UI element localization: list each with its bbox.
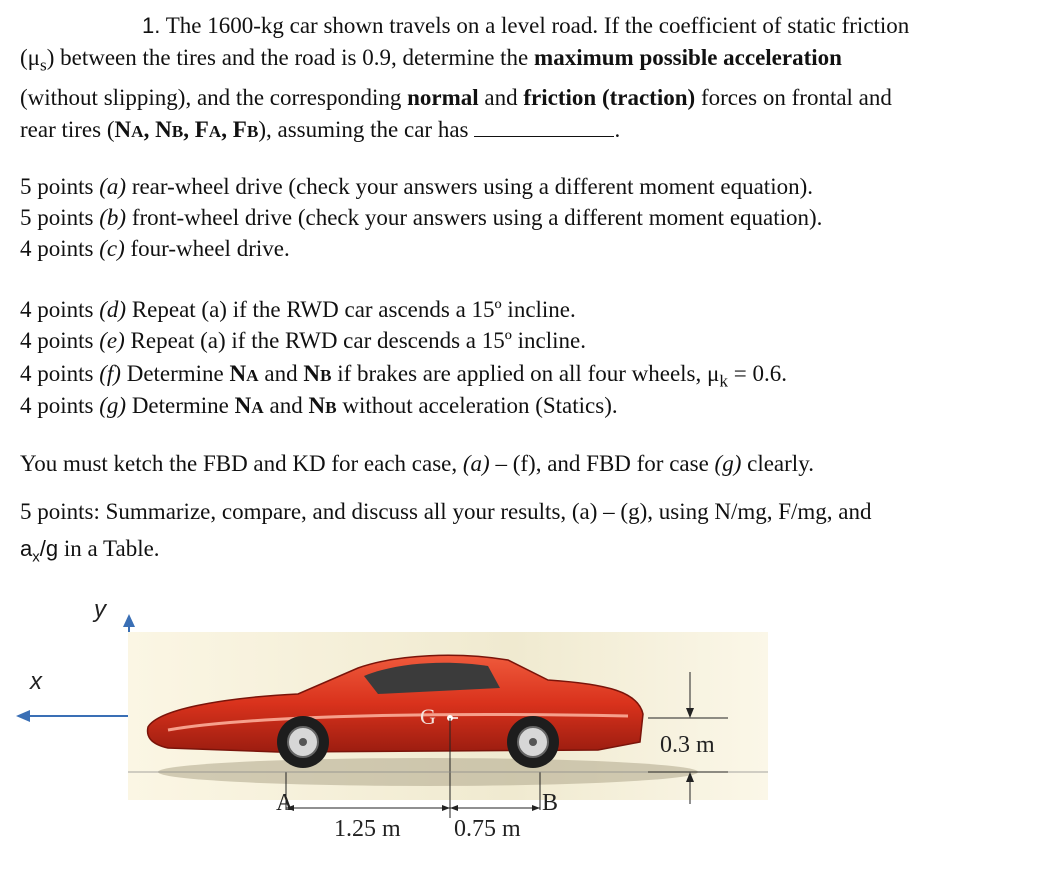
part-d: 4 points (d) Repeat (a) if the RWD car ascends a 15º incline. (20, 297, 576, 322)
part-c: 4 points (c) four-wheel drive. (20, 236, 290, 261)
problem-line-2: $(\mu_s)$ between the tires and the road is 0.9, determine the maximum possible acceleration (20, 45, 842, 75)
summary-line-1: 5 points: Summarize, compare, and discuss all your results, (a) – (g), using N/mg, F/mg, and (20, 499, 872, 524)
label-B: B (542, 790, 559, 816)
label-A: A (276, 790, 294, 816)
dimension-0-75m: 0.75 m (454, 816, 521, 842)
dimension-0-3m: 0.3 m (660, 732, 715, 758)
answer-blank (474, 114, 614, 137)
problem-number: 1. (142, 13, 161, 38)
part-a: 5 points (a) rear-wheel drive (check your answers using a different moment equation). (20, 174, 813, 199)
part-e: 4 points (e) Repeat (a) if the RWD car descends a 15º incline. (20, 328, 586, 353)
coordinate-axes (10, 610, 140, 730)
x-axis-arrowhead (16, 710, 30, 722)
front-wheel (277, 716, 329, 768)
axis-x-label: x (30, 668, 42, 695)
problem-line-1: 1. The 1600-kg car shown travels on a level road. If the coefficient of static friction (20, 10, 1030, 42)
rear-wheel (507, 716, 559, 768)
problem-line-4: rear tires (NA, NB, FA, FB), assuming the car has . (20, 114, 1030, 148)
summary-line-2: $a_x/g$ in a Table. (20, 536, 160, 566)
label-G: G (420, 704, 436, 729)
y-axis-arrowhead (123, 614, 135, 627)
axis-y-label: y (94, 596, 106, 623)
part-b: 5 points (b) front-wheel drive (check your answers using a different moment equation). (20, 205, 823, 230)
part-g: 4 points (g) Determine NA and NB without acceleration (Statics). (20, 393, 618, 418)
part-f: 4 points (f) Determine NA and NB if brakes are applied on all four wheels, $\mu_k = 0.6$. (20, 361, 787, 391)
dimension-1-25m: 1.25 m (334, 816, 401, 842)
car-figure (128, 632, 768, 852)
problem-line-3: (without slipping), and the corresponding normal and friction (traction) forces on frontal and (20, 84, 892, 110)
sketch-instruction: You must ketch the FBD and KD for each case, (a) – (f), and FBD for case (g) clearly. (20, 451, 814, 476)
problem-statement (20, 10, 1030, 148)
